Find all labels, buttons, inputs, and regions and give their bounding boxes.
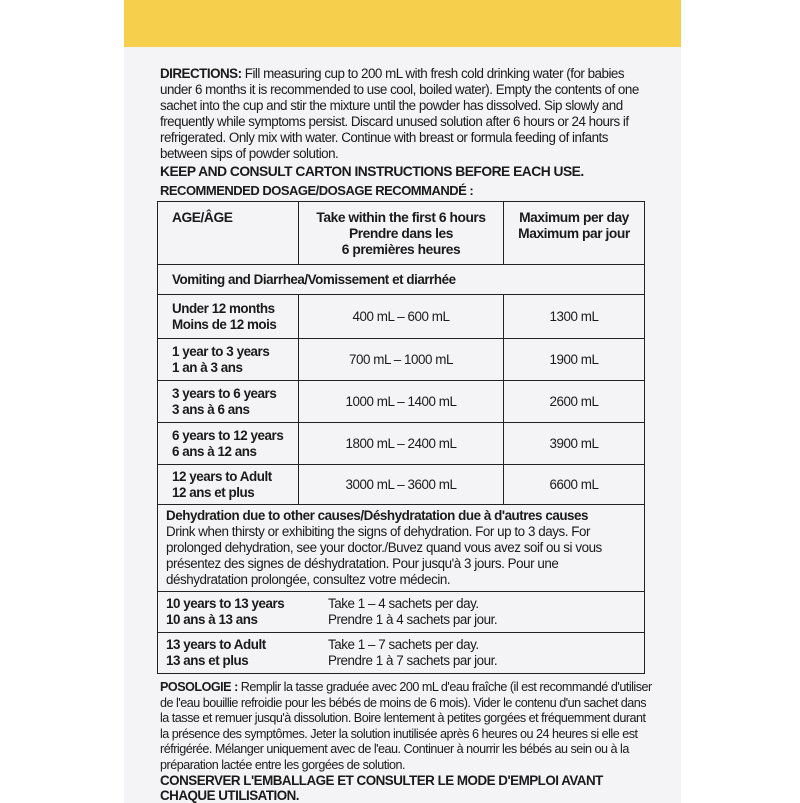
age-cell [158, 295, 298, 338]
age-cell [158, 465, 298, 504]
age-cell [158, 381, 298, 422]
sachets-cell [328, 592, 644, 632]
table-row [158, 464, 644, 504]
age-cell [158, 592, 328, 632]
dosage-table [157, 201, 645, 674]
header-line: 6 premières heures [341, 242, 461, 257]
age-fr: 13 ans et plus [166, 653, 249, 668]
header-first-6-hours [298, 202, 503, 264]
header-age: AGE/ÂGE [172, 210, 233, 225]
dehydration-dose-row [158, 632, 644, 673]
age-en: 6 years to 12 years [172, 427, 284, 443]
age-cell [158, 339, 298, 380]
table-row [158, 294, 644, 338]
age-fr: 3 ans à 6 ans [172, 401, 250, 417]
sachets-cell [328, 633, 644, 673]
max-cell: 6600 mL [503, 465, 644, 504]
first6-cell: 700 mL – 1000 mL [298, 339, 503, 380]
header-line: Take within the first 6 hours [316, 210, 486, 225]
directions-text: Fill measuring cup to 200 mL with fresh cold drinking water (for babies under 6 months it is recommended to use cool, boiled water). Empty the contents of one sachet into the cup and stir the mixture until the powder has dissolved. Sip slowly and frequently while symptoms persist. Discard unused solution after 6 hours or 24 hours if refrigerated. Only mix with water. Continue with breast or formula feeding of infants between sips of powder solution. [160, 66, 639, 161]
first6-cell: 1800 mL – 2400 mL [298, 423, 503, 464]
posologie-label: POSOLOGIE : [160, 680, 238, 694]
dehydration-text: Drink when thirsty or exhibiting the signs of dehydration. For up to 3 days. For prolonged dehydration, see your doctor./Buvez quand vous avez soif ou si vous présentez des signes de déshydratation. Pour jusqu'à 3 jours. Pour une déshydratation prolongée, consultez votre médecin. [166, 524, 602, 587]
age-cell [158, 423, 298, 464]
age-en: 13 years to Adult [166, 637, 266, 652]
dehydration-title: Dehydration due to other causes/Déshydratation due à d'autres causes [166, 508, 589, 523]
max-cell: 2600 mL [503, 381, 644, 422]
table-row [158, 338, 644, 380]
dose-en: Take 1 – 7 sachets per day. [328, 637, 479, 652]
dehydration-row [158, 504, 644, 591]
age-cell [158, 633, 328, 673]
first6-cell: 1000 mL – 1400 mL [298, 381, 503, 422]
keep-carton-warning: KEEP AND CONSULT CARTON INSTRUCTIONS BEFORE EACH USE. [160, 164, 584, 179]
table-header [158, 202, 644, 264]
dosage-title: RECOMMENDED DOSAGE/DOSAGE RECOMMANDÉ : [160, 183, 474, 198]
header-line: Maximum per day [519, 210, 629, 225]
content-column [157, 0, 657, 803]
section-row [158, 264, 644, 294]
first6-cell: 400 mL – 600 mL [298, 295, 503, 338]
posologie-text: Remplir la tasse graduée avec 200 mL d'eau fraîche (il est recommandé d'utiliser de l'eau bouillie refroidie pour les bébés de moins de 6 mois). Vider le contenu d'un sachet dans la tasse et remuer jusqu'à dissolution. Boire lentement à petites gorgées et fréquemment durant la présence des symptômes. Jeter la solution inutilisée après 6 heures ou 24 heures si elle est réfrigérée. Mélanger uniquement avec de l'eau. Continuer à nourrir les bébés au sein ou à la préparation lactée entre les gorgées de solution. [160, 680, 652, 772]
age-en: 1 year to 3 years [172, 343, 270, 359]
first6-cell: 3000 mL – 3600 mL [298, 465, 503, 504]
header-line: Maximum par jour [518, 226, 630, 241]
age-fr: Moins de 12 mois [172, 316, 277, 332]
section-vomiting-diarrhea: Vomiting and Diarrhea/Vomissement et diarrhée [172, 271, 456, 287]
age-en: Under 12 months [172, 300, 275, 316]
dose-fr: Prendre 1 à 4 sachets par jour. [328, 612, 498, 627]
age-fr: 10 ans à 13 ans [166, 612, 258, 627]
age-fr: 6 ans à 12 ans [172, 443, 257, 459]
posologie-block [157, 680, 657, 773]
age-en: 10 years to 13 years [166, 596, 285, 611]
max-cell: 1300 mL [503, 295, 644, 338]
header-max-per-day [503, 202, 644, 264]
dose-en: Take 1 – 4 sachets per day. [328, 596, 479, 611]
age-en: 12 years to Adult [172, 468, 272, 484]
table-row [158, 422, 644, 464]
age-fr: 1 an à 3 ans [172, 359, 243, 375]
age-en: 3 years to 6 years [172, 385, 277, 401]
max-cell: 3900 mL [503, 423, 644, 464]
age-fr: 12 ans et plus [172, 484, 255, 500]
header-line: Prendre dans les [349, 226, 453, 241]
dose-fr: Prendre 1 à 7 sachets par jour. [328, 653, 498, 668]
dehydration-cell [158, 505, 644, 591]
dehydration-dose-row [158, 591, 644, 632]
directions-block [157, 66, 657, 162]
conserver-warning: CONSERVER L'EMBALLAGE ET CONSULTER LE MODE D'EMPLOI AVANT CHAQUE UTILISATION. [160, 773, 603, 803]
directions-label: DIRECTIONS: [160, 66, 242, 81]
table-row [158, 380, 644, 422]
max-cell: 1900 mL [503, 339, 644, 380]
